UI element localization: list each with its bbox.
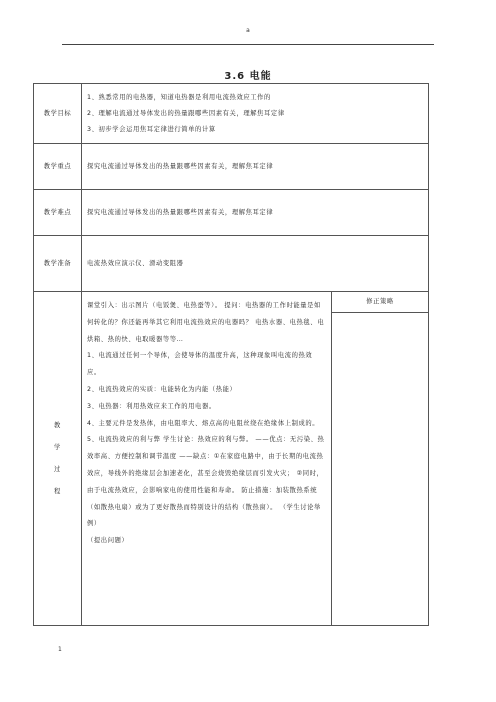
process-paragraph-1: 1、电流通过任何一个导体，会使导体的温度升高，这种现象叫电流的热效应。 (87, 352, 313, 377)
revision-strategy-header: 修正策略 (332, 292, 428, 313)
revision-strategy-cell (332, 292, 429, 626)
process-paragraph-intro: 课堂引入：出示图片（电饭煲、电热蚕等）。 提问：电热器的工作时能量是如何转化的？你还能再举其它利用电流热效应的电器吗？ 电热水器、电热毯、电烘箱、热的快、电取暖器等等… (87, 302, 325, 343)
page-number: 1 (58, 646, 62, 653)
difficulties-content: 探究电流通过导体发出的热量跟哪些因素有关，理解焦耳定律 (82, 190, 429, 236)
preparation-content: 电流热效应演示仪、滑动变阻器 (82, 236, 429, 292)
label-key-points: 教学重点 (34, 144, 82, 190)
header-rule (62, 44, 434, 45)
header-mark: a (246, 27, 250, 34)
process-paragraph-question: （提出问题） (87, 537, 129, 545)
page-title: 3.6 电能 (224, 71, 272, 82)
goal-line-3: 3、初步学会运用焦耳定律进行简单的计算 (87, 125, 216, 133)
row-teaching-goals (34, 84, 429, 144)
process-label-char-1: 教 (54, 421, 61, 429)
teaching-process-content (82, 292, 332, 626)
row-difficulties (34, 190, 429, 236)
process-label-char-2: 学 (54, 443, 61, 451)
key-points-content: 探究电流通过导体发出的热量跟哪些因素有关，理解焦耳定律 (82, 144, 429, 190)
label-difficulties: 教学难点 (34, 190, 82, 236)
row-key-points (34, 144, 429, 190)
label-teaching-goals: 教学目标 (34, 84, 82, 144)
process-label-char-4: 程 (54, 487, 61, 495)
row-teaching-process (34, 292, 429, 626)
label-preparation: 教学准备 (34, 236, 82, 292)
lesson-plan-table (33, 83, 429, 626)
process-paragraph-5: 5、电流热效应的利与弊 学生讨论：热效应的利与弊。 ——优点：无污染、热效率高、方便控制和调节温度 ——缺点：①在家庭电路中，由于长期的电流热效应，导线外的绝缘层会加速老化，甚至会烧毁绝缘层而引发火灾； ②同时，由于电流热效应，会影响家电的使用性能和寿命。 防止措施：加装散热系统（如散热电扇）或为了更好散热而特别设计的结构（散热窗）。 （学生讨论举例） (87, 436, 325, 528)
process-paragraph-4: 4、主要元件是发热体，由电阻率大、熔点高的电阻丝绕在绝缘体上制成的。 (87, 419, 320, 427)
label-teaching-process (34, 292, 82, 626)
goal-line-1: 1、熟悉常用的电热器，知道电热器是利用电流热效应工作的 (87, 93, 271, 101)
process-label-char-3: 过 (54, 465, 61, 473)
teaching-goals-content (82, 84, 429, 144)
row-preparation (34, 236, 429, 292)
process-paragraph-2: 2、电流热效应的实质：电能转化为内能（热能） (87, 385, 237, 393)
goal-line-2: 2、理解电流通过导体发出的热量跟哪些因素有关，理解焦耳定律 (87, 109, 285, 117)
process-paragraph-3: 3、电热器：利用热效应来工作的用电器。 (87, 402, 216, 410)
